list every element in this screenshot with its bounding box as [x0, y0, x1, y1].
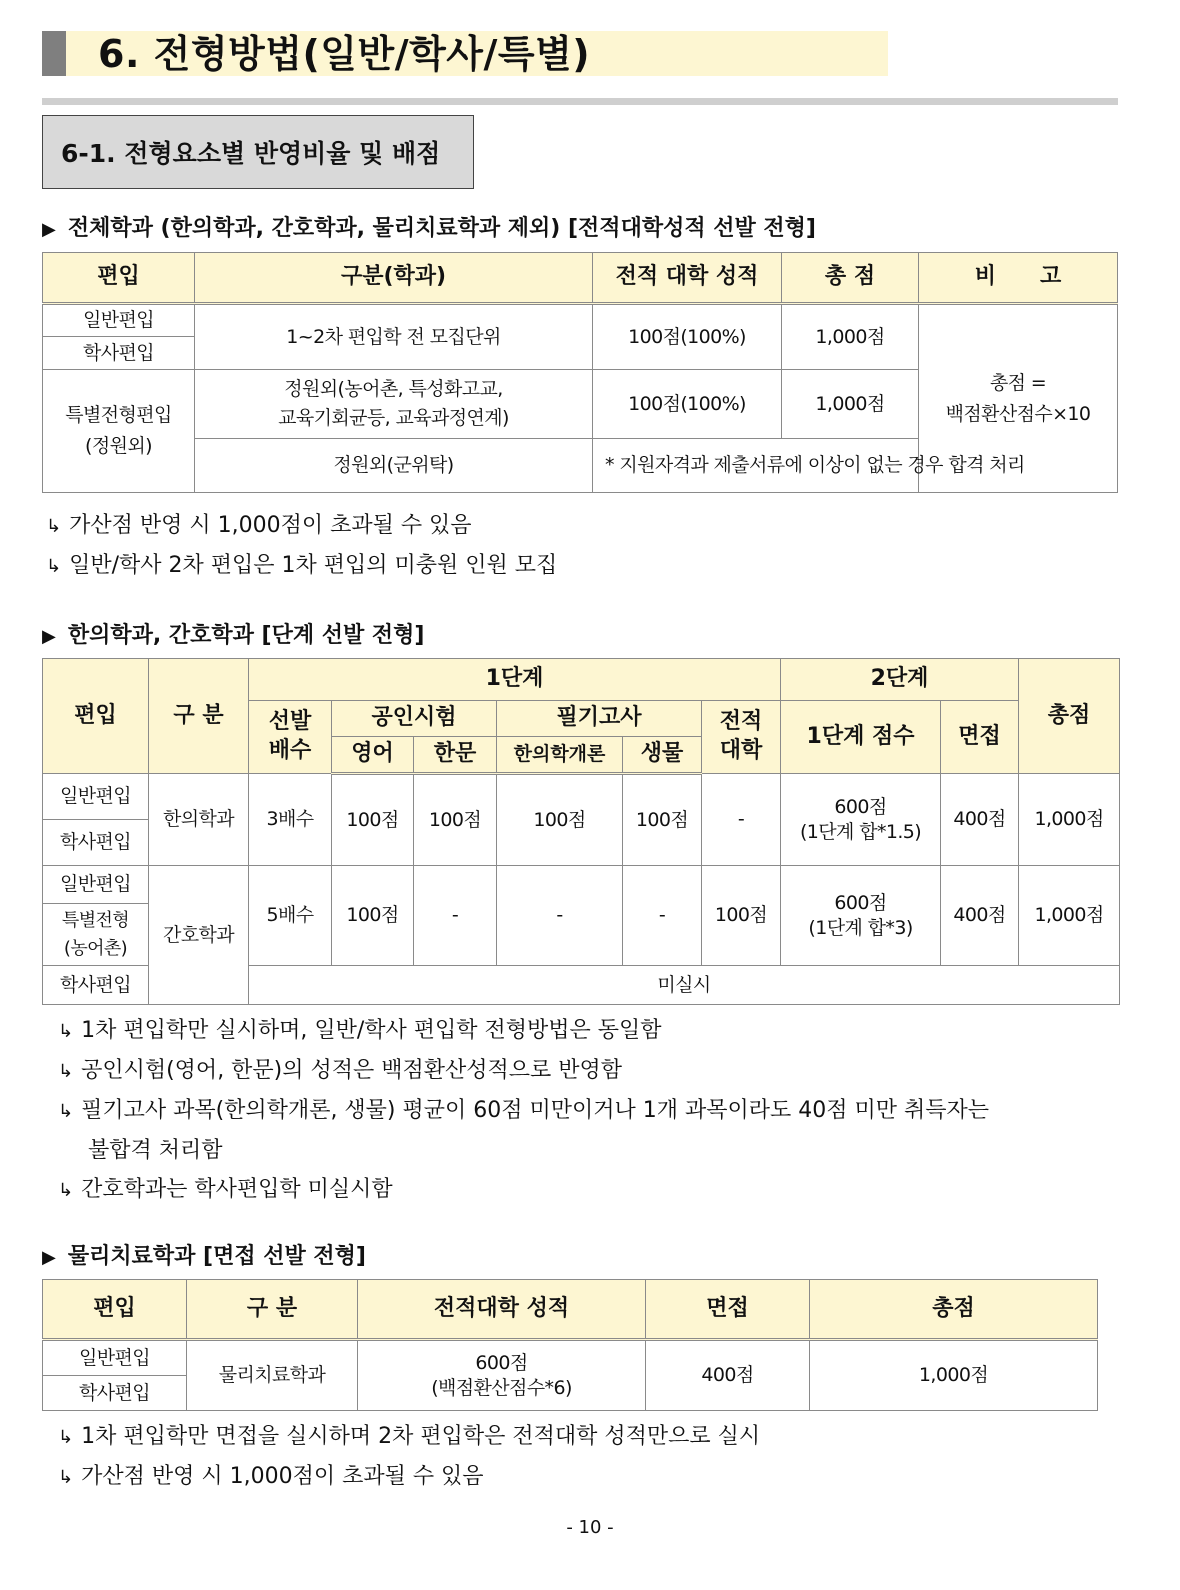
grade-line1: 600점	[475, 1351, 528, 1374]
note-text: 1차 편입학만 실시하며, 일반/학사 편입학 전형방법은 동일함	[81, 1018, 662, 1043]
cell-not-conducted: 미실시	[249, 966, 1120, 1005]
col-header-ratio	[249, 701, 332, 774]
note-text: 가산점 반영 시 1,000점이 초과될 수 있음	[81, 1464, 484, 1489]
col-header-prev	[702, 701, 781, 774]
note-line1: 총점 =	[989, 371, 1047, 394]
prev-line2: 대학	[719, 738, 763, 763]
col-header-type: 편입	[43, 253, 195, 304]
note-text: 간호학과는 학사편입학 미실시함	[81, 1177, 393, 1202]
special-line2: (정원외)	[85, 435, 152, 457]
cell-military-note: * 지원자격과 제출서류에 이상이 없는 경우 합격 처리	[593, 439, 1118, 493]
cell-score2: 100점(100%)	[593, 370, 782, 439]
page-title: 6. 전형방법(일반/학사/특별)	[98, 32, 591, 76]
note-text: 일반/학사 2차 편입은 1차 편입의 미충원 인원 모집	[69, 553, 558, 578]
col-header-dept: 구분(학과)	[195, 253, 593, 304]
cell-om-prev: -	[702, 774, 781, 866]
page-number: - 10 -	[566, 1517, 614, 1538]
section1-notes	[46, 506, 557, 586]
cell-nu-special	[43, 904, 149, 966]
cell-om-ratio: 3배수	[249, 774, 332, 866]
return-arrow-icon: ↳	[46, 516, 62, 537]
cell-om-dept: 한의학과	[149, 774, 249, 866]
nu-s1-line2: (1단계 합*3)	[808, 916, 913, 939]
table-all-departments	[42, 252, 1118, 493]
nu-special-line2: (농어촌)	[63, 937, 128, 959]
cell-om-interview: 400점	[941, 774, 1019, 866]
note-text: 필기고사 과목(한의학개론, 생물) 평균이 60점 미만이거나 1개 과목이라도 40점 미만 취득자는	[81, 1098, 989, 1123]
section3-heading	[42, 1242, 366, 1273]
triangle-right-icon: ▶	[42, 626, 56, 647]
col-header-div: 구 분	[149, 659, 249, 774]
cell-grade	[358, 1340, 646, 1411]
note-text: 가산점 반영 시 1,000점이 초과될 수 있음	[69, 513, 472, 538]
cell-nu-stage1	[781, 866, 941, 966]
return-arrow-icon: ↳	[58, 1101, 74, 1122]
special-dept-line2: 교육기회균등, 교육과정연계)	[278, 407, 509, 429]
cell-om-bio: 100점	[623, 774, 702, 866]
cell-interview: 400점	[646, 1340, 810, 1411]
col-header-div: 구 분	[187, 1280, 358, 1340]
nu-s1-line1: 600점	[834, 891, 887, 914]
col-header-interview: 면접	[941, 701, 1019, 774]
note-item	[46, 506, 557, 546]
col-header-total: 총점	[810, 1280, 1098, 1340]
cell-om-bachelor: 학사편입	[43, 820, 149, 866]
cell-om-english: 100점	[332, 774, 414, 866]
section1-heading	[42, 214, 816, 245]
note-item	[58, 1051, 989, 1091]
col-header-written: 필기고사	[497, 701, 702, 737]
note-text: 공인시험(영어, 한문)의 성적은 백점환산성적으로 반영함	[81, 1058, 623, 1083]
cell-bachelor: 학사편입	[43, 337, 195, 370]
title-divider	[42, 98, 1118, 105]
section-subtitle: 6-1. 전형요소별 반영비율 및 배점	[61, 139, 441, 168]
cell-scope: 1~2차 편입학 전 모집단위	[195, 304, 593, 370]
section3-heading-text: 물리치료학과 [면접 선발 전형]	[67, 1244, 366, 1269]
cell-nu-prev: 100점	[702, 866, 781, 966]
cell-total: 1,000점	[810, 1340, 1098, 1411]
col-header-note: 비 고	[919, 253, 1118, 304]
col-header-stage1: 1단계	[249, 659, 781, 701]
cell-nu-general: 일반편입	[43, 866, 149, 904]
cell-om-general: 일반편입	[43, 774, 149, 820]
cell-bachelor: 학사편입	[43, 1376, 187, 1411]
table-physical-therapy	[42, 1279, 1098, 1411]
col-header-stage2: 2단계	[781, 659, 1019, 701]
note-line2: 백점환산점수×10	[945, 402, 1091, 425]
om-s1-line1: 600점	[834, 795, 887, 818]
return-arrow-icon: ↳	[58, 1427, 74, 1448]
cell-om-total: 1,000점	[1019, 774, 1120, 866]
col-header-interview: 면접	[646, 1280, 810, 1340]
cell-nu-bio: -	[623, 866, 702, 966]
cell-special-dept	[195, 370, 593, 439]
cell-om-stage1	[781, 774, 941, 866]
triangle-right-icon: ▶	[42, 219, 56, 240]
note-item	[58, 1091, 989, 1131]
prev-line1: 전적	[719, 709, 763, 735]
col-header-type: 편입	[43, 1280, 187, 1340]
triangle-right-icon: ▶	[42, 1247, 56, 1268]
cell-general: 일반편입	[43, 1340, 187, 1376]
col-header-grade: 전적 대학 성적	[593, 253, 782, 304]
cell-nu-dept: 간호학과	[149, 866, 249, 1005]
col-header-english: 영어	[332, 737, 414, 774]
col-header-total: 총 점	[782, 253, 919, 304]
cell-special-type	[43, 370, 195, 493]
section2-notes	[58, 1011, 989, 1210]
cell-nu-interview: 400점	[941, 866, 1019, 966]
special-line1: 특별전형편입	[65, 404, 172, 427]
ratio-line1: 선발	[268, 709, 312, 735]
col-header-stage1-score: 1단계 점수	[781, 701, 941, 774]
return-arrow-icon: ↳	[58, 1467, 74, 1488]
cell-om-hanmun: 100점	[414, 774, 497, 866]
nu-special-line1: 특별전형	[61, 910, 130, 932]
cell-nu-english: 100점	[332, 866, 414, 966]
note-item	[58, 1170, 989, 1210]
cell-nu-hanmun: -	[414, 866, 497, 966]
col-header-bio: 생물	[623, 737, 702, 774]
cell-om-oriental: 100점	[497, 774, 623, 866]
cell-general: 일반편입	[43, 304, 195, 337]
cell-nu-ratio: 5배수	[249, 866, 332, 966]
cell-military: 정원외(군위탁)	[195, 439, 593, 493]
cell-nu-oriental: -	[497, 866, 623, 966]
col-header-type: 편입	[43, 659, 149, 774]
return-arrow-icon: ↳	[58, 1061, 74, 1082]
section2-heading	[42, 621, 424, 652]
cell-nu-bachelor: 학사편입	[43, 966, 149, 1005]
col-header-hanmun: 한문	[414, 737, 497, 774]
om-s1-line2: (1단계 합*1.5)	[799, 820, 922, 843]
col-header-cert: 공인시험	[332, 701, 497, 737]
col-header-oriental: 한의학개론	[497, 737, 623, 774]
note-continuation: 불합격 처리함	[88, 1138, 223, 1163]
section2-heading-text: 한의학과, 간호학과 [단계 선발 전형]	[67, 623, 425, 648]
note-item	[58, 1417, 760, 1457]
cell-total1: 1,000점	[782, 304, 919, 370]
grade-line2: (백점환산점수*6)	[431, 1376, 572, 1399]
col-header-total: 총점	[1019, 659, 1120, 774]
note-item	[58, 1011, 989, 1051]
title-bar-marker	[42, 31, 66, 76]
return-arrow-icon: ↳	[46, 556, 62, 577]
table-stage-selection	[42, 658, 1120, 1005]
section1-heading-text: 전체학과 (한의학과, 간호학과, 물리치료학과 제외) [전적대학성적 선발 전형]	[67, 216, 816, 241]
note-text: 1차 편입학만 면접을 실시하며 2차 편입학은 전적대학 성적만으로 실시	[81, 1424, 761, 1449]
cell-nu-total: 1,000점	[1019, 866, 1120, 966]
cell-dept: 물리치료학과	[187, 1340, 358, 1411]
section3-notes	[58, 1417, 760, 1497]
special-dept-line1: 정원외(농어촌, 특성화고교,	[284, 378, 503, 401]
return-arrow-icon: ↳	[58, 1021, 74, 1042]
section-subtitle-box	[42, 115, 474, 189]
cell-total2: 1,000점	[782, 370, 919, 439]
ratio-line2: 배수	[268, 738, 312, 763]
note-item	[58, 1457, 760, 1497]
note-item	[46, 546, 557, 586]
cell-score1: 100점(100%)	[593, 304, 782, 370]
col-header-grade: 전적대학 성적	[358, 1280, 646, 1340]
return-arrow-icon: ↳	[58, 1180, 74, 1201]
